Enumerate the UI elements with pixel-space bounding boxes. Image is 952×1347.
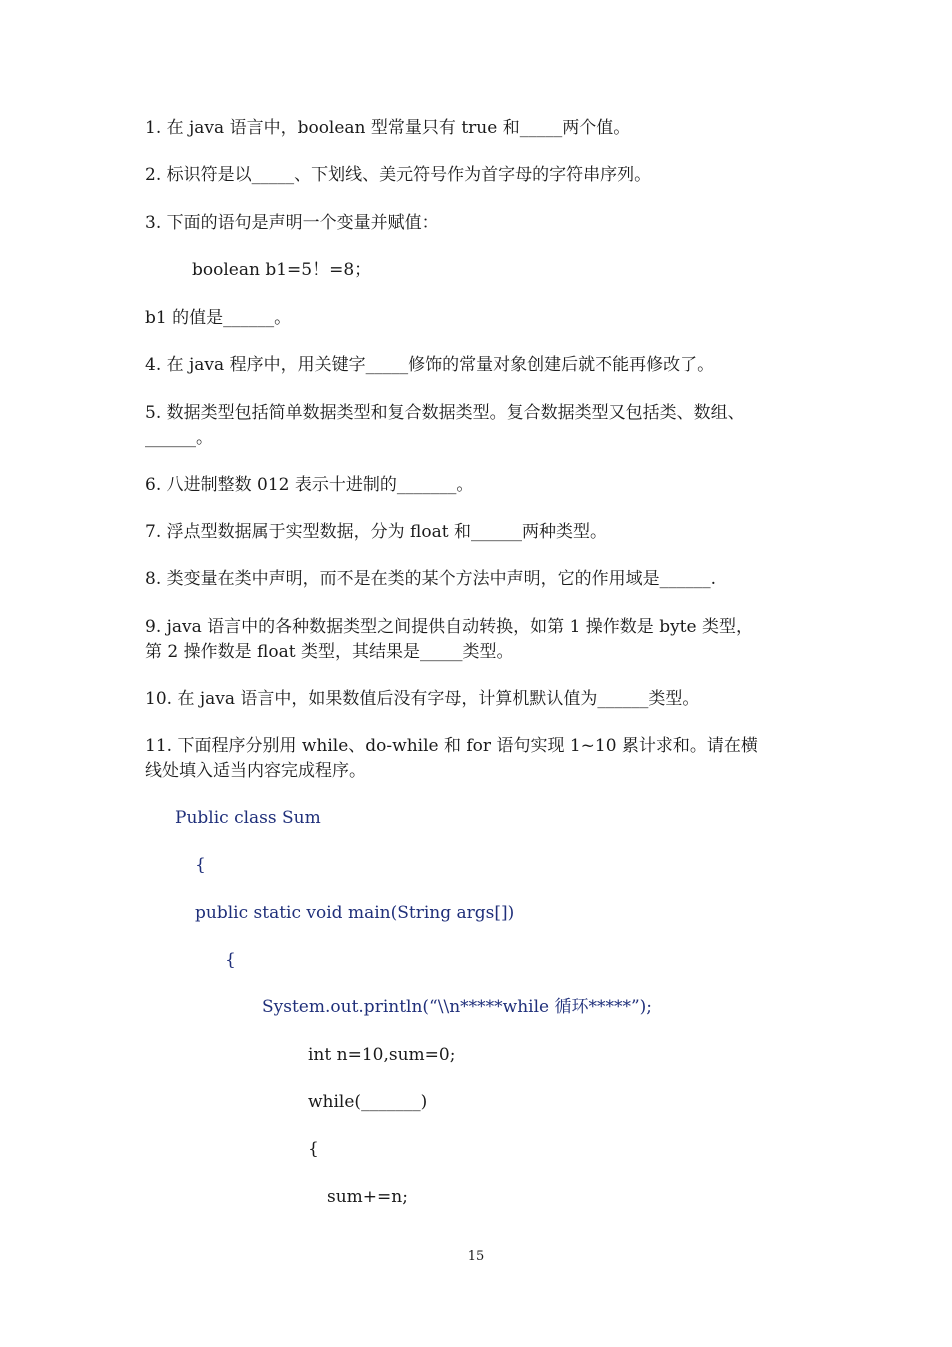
question-9-line-2: 第 2 操作数是 float 类型，其结果是_____类型。 [145,642,514,662]
question-3: 3. 下面的语句是声明一个变量并赋值： [145,213,439,233]
code-line-println: System.out.println(“\\n*****while 循环*****”); [262,997,653,1017]
code-line-int-decl: int n=10,sum=0; [308,1045,456,1065]
code-line-while-brace: { [308,1139,319,1159]
question-11-line-2: 线处填入适当内容完成程序。 [145,761,366,781]
question-9-line-1: 9. java 语言中的各种数据类型之间提供自动转换，如第 1 操作数是 byte 类型， [145,617,753,637]
question-1: 1. 在 java 语言中，boolean 型常量只有 true 和_____两个值。 [145,118,631,138]
code-line-main-brace: { [225,950,236,970]
question-5-line-2: ______。 [145,428,213,448]
question-7: 7. 浮点型数据属于实型数据，分为 float 和______两种类型。 [145,522,607,542]
question-3-answer: b1 的值是______。 [145,308,292,328]
question-4: 4. 在 java 程序中，用关键字_____修饰的常量对象创建后就不能再修改了。 [145,355,715,375]
code-line-main: public static void main(String args[]) [195,903,515,923]
code-line-while: while(_______) [308,1092,428,1112]
question-3-code: boolean b1=5！=8； [192,260,372,280]
code-line-open-brace: { [195,855,206,875]
question-2: 2. 标识符是以_____、下划线、美元符号作为首字母的字符串序列。 [145,165,652,185]
question-6: 6. 八进制整数 012 表示十进制的_______。 [145,475,474,495]
question-5-line-1: 5. 数据类型包括简单数据类型和复合数据类型。复合数据类型又包括类、数组、 [145,403,745,423]
code-line-class: Public class Sum [175,808,321,828]
page-number: 15 [467,1249,485,1264]
question-10: 10. 在 java 语言中，如果数值后没有字母，计算机默认值为______类型。 [145,689,700,709]
question-8: 8. 类变量在类中声明，而不是在类的某个方法中声明，它的作用域是______. [145,569,717,589]
question-11-line-1: 11. 下面程序分别用 while、do-while 和 for 语句实现 1~10 累计求和。请在横 [145,736,758,756]
code-line-sum: sum+=n; [327,1187,408,1207]
